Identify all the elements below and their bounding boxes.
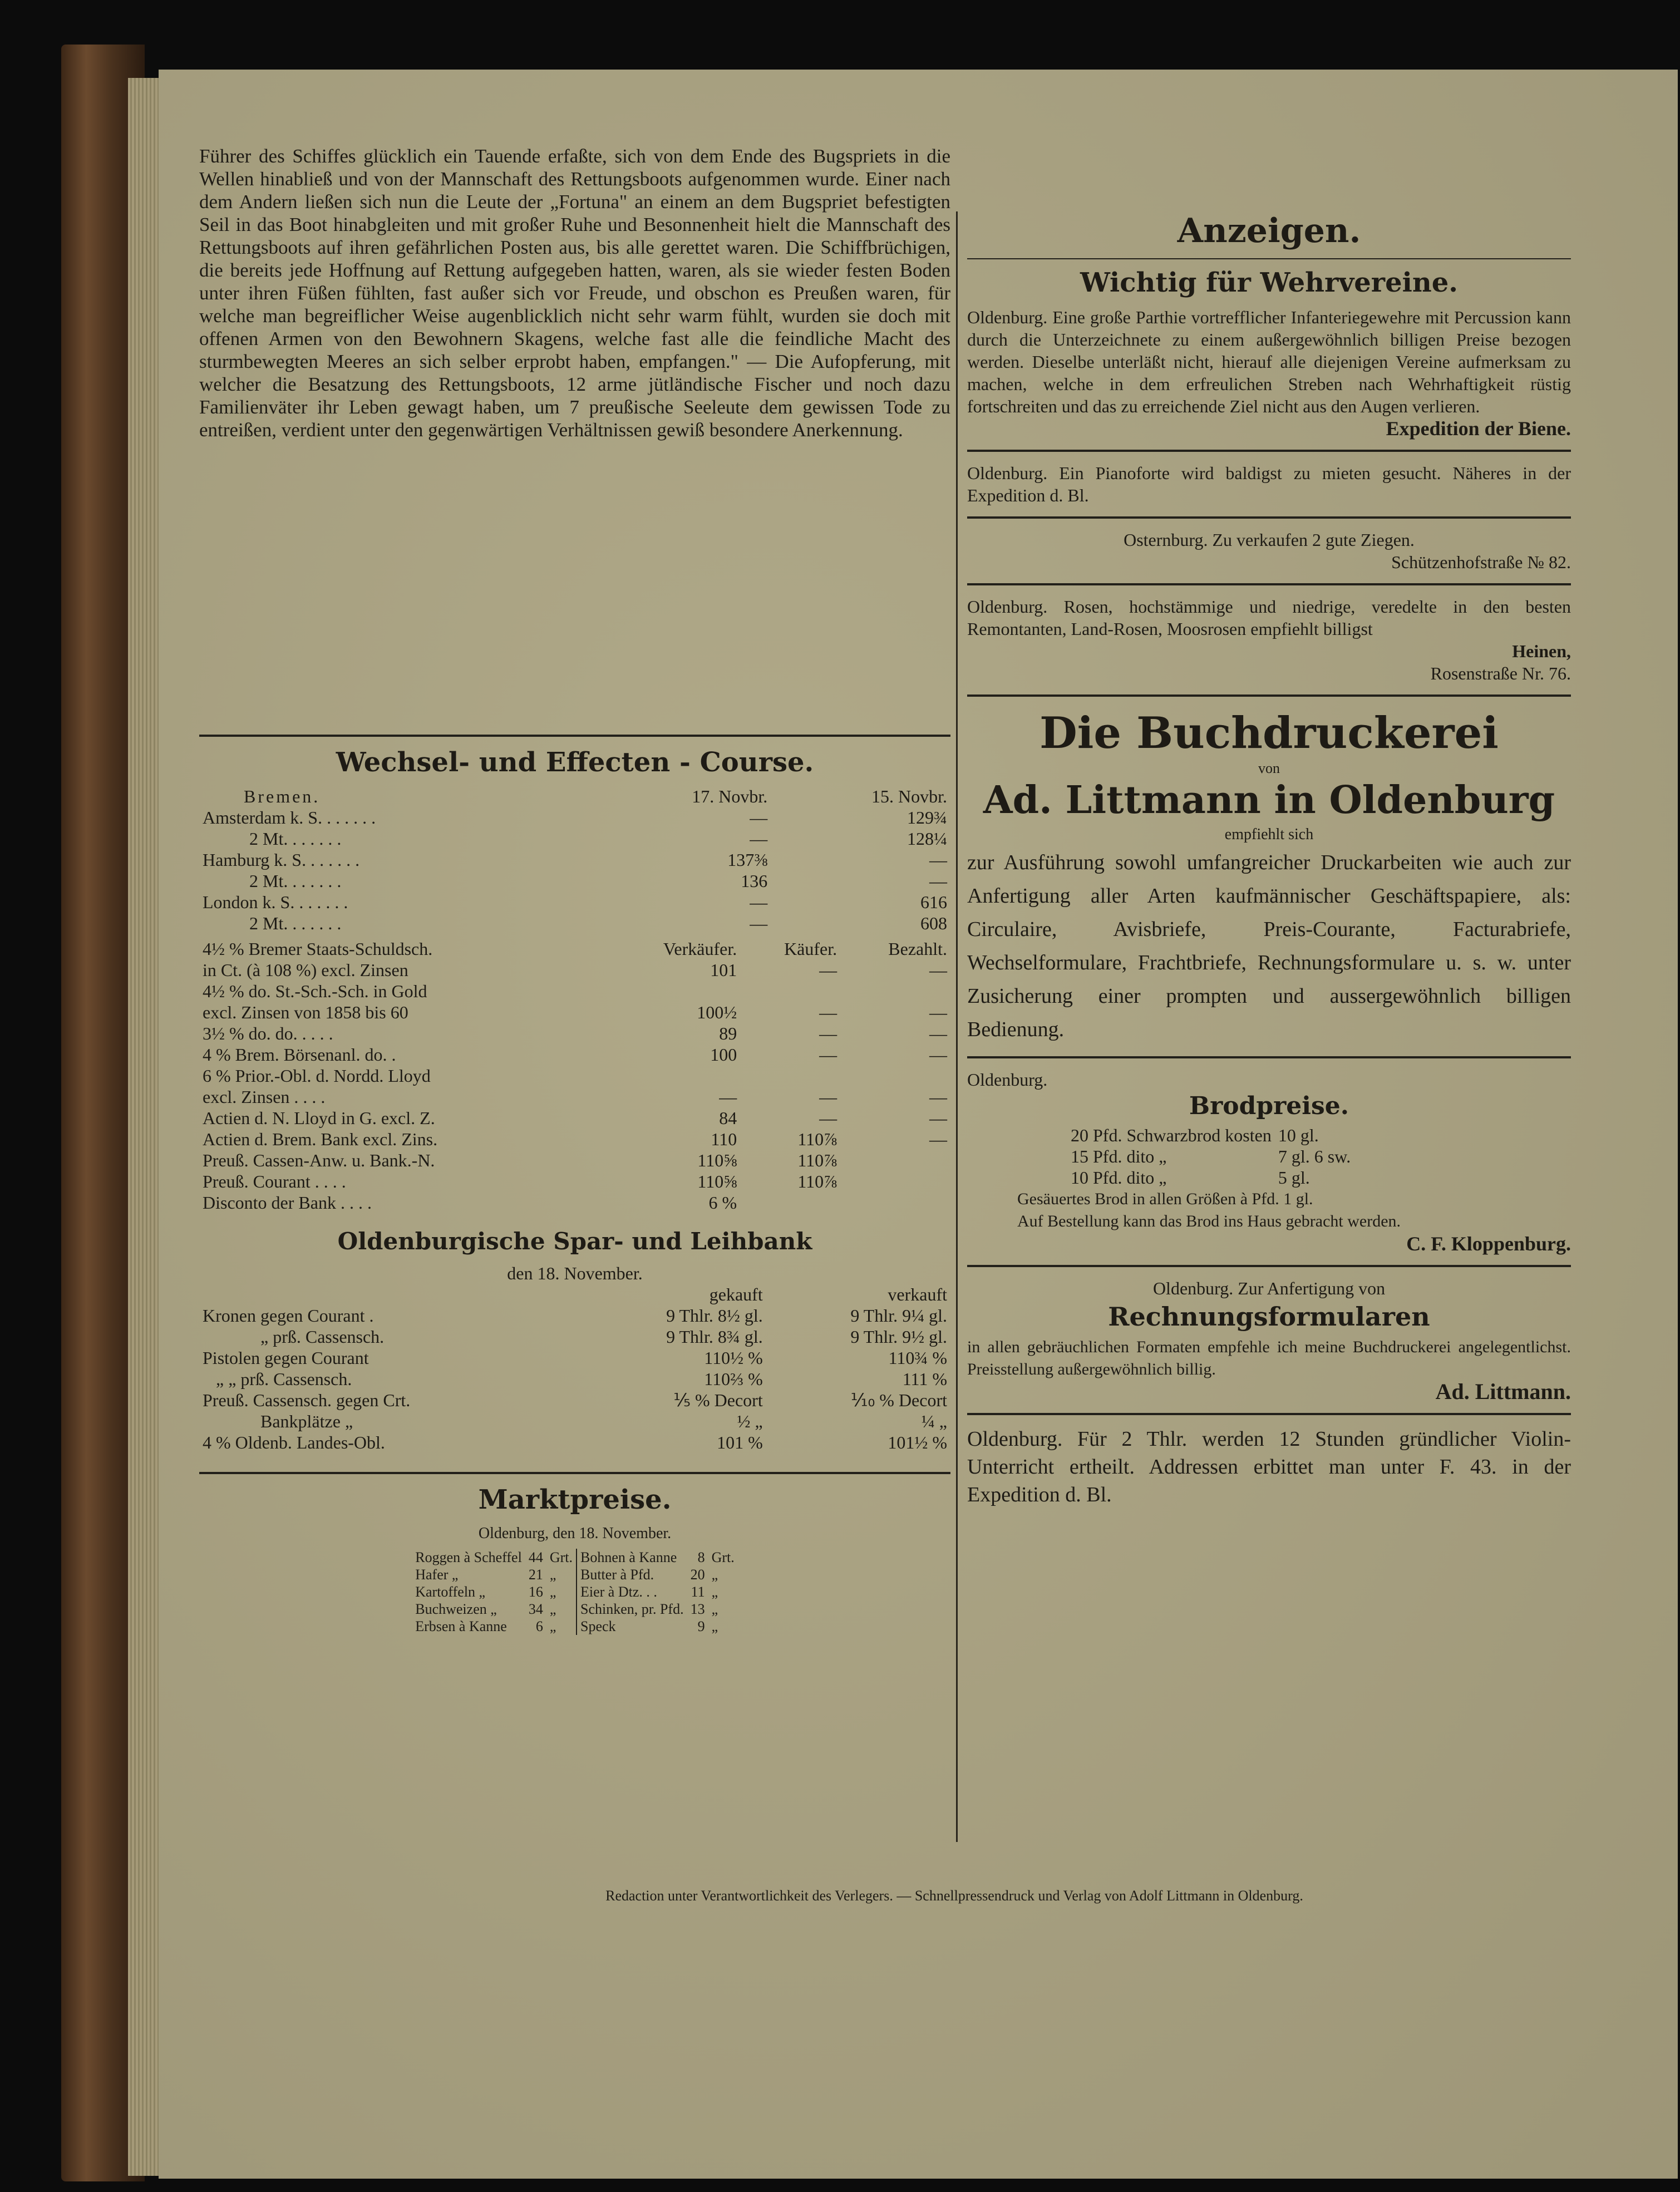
table-cell: „ [546, 1618, 577, 1635]
table-cell: 2 Mt. . . . . . . [249, 871, 342, 891]
securities-table [199, 938, 950, 1213]
table-cell: 110 [711, 1129, 737, 1149]
table-cell: — [929, 1129, 947, 1149]
ad5-sub: empfiehlt sich [1224, 826, 1314, 843]
right-column [967, 206, 1571, 1509]
table-cell: 21 [528, 1567, 543, 1583]
ad1-title: Wichtig für Wehrvereine. [1080, 267, 1458, 298]
table-cell: Hamburg k. S. . . . . . . [203, 850, 360, 870]
table-cell: 4½ % Bremer Staats-Schuldsch. [203, 939, 433, 959]
divider [199, 735, 950, 737]
table-cell: „ [711, 1567, 718, 1583]
table-cell: „ [546, 1600, 577, 1618]
ad4-sign2: Rosenstraße Nr. 76. [1430, 663, 1571, 683]
table-cell: 2 Mt. . . . . . . [249, 829, 342, 849]
table-cell: 4 % Oldenb. Landes-Obl. [203, 1432, 385, 1452]
table-cell: — [929, 1045, 947, 1065]
divider [199, 1472, 950, 1474]
table-cell: 20 [690, 1567, 705, 1583]
table-cell: ⅕ % Decort [673, 1390, 763, 1410]
table-cell: 110⅞ [797, 1129, 837, 1149]
table-row [199, 938, 950, 959]
table-cell: 15 Pfd. dito „ [1071, 1146, 1167, 1166]
table-cell [740, 981, 840, 1002]
table-cell: 2 Mt. . . . . . . [249, 913, 342, 933]
table-cell: — [929, 960, 947, 980]
table-cell: Käufer. [784, 939, 837, 959]
ad7-sign: Ad. Littmann. [1435, 1379, 1571, 1404]
table-row [199, 870, 950, 891]
table-cell: Bohnen à Kanne [580, 1549, 677, 1565]
ad3-text: Osternburg. Zu verkaufen 2 gute Ziegen. [1124, 530, 1415, 550]
table-cell: ½ „ [737, 1411, 763, 1431]
table-row [199, 1065, 950, 1086]
table-cell: „ „ prß. Cassensch. [216, 1369, 352, 1389]
table-cell: 6 [535, 1618, 543, 1634]
table-cell: Speck [580, 1618, 616, 1634]
table-cell: Bremen. [244, 786, 321, 806]
table-row [199, 1171, 950, 1192]
table-cell [740, 1192, 840, 1213]
table-cell [840, 1171, 950, 1192]
bread-table [1067, 1125, 1354, 1188]
table-cell: — [819, 1023, 837, 1043]
ad7-title: Rechnungsformularen [1108, 1302, 1430, 1332]
table-row [199, 1107, 950, 1129]
table-cell: — [750, 829, 768, 849]
table-cell: 11 [691, 1584, 705, 1600]
table-cell: 9 [697, 1618, 705, 1634]
table-cell: „ [546, 1583, 577, 1600]
table-cell: — [819, 1087, 837, 1107]
ad4-text: Oldenburg. Rosen, hochstämmige und niedrige, veredelte in den besten Remontanten, Land-Rosen, Moosrosen empfiehlt billigst [967, 597, 1571, 639]
market-table [412, 1549, 738, 1635]
table-cell: 110⅝ [697, 1150, 737, 1170]
table-cell: 101 % [717, 1432, 763, 1452]
table-cell [740, 1065, 840, 1086]
ad6-line2: Auf Bestellung kann das Brod ins Haus gebracht werden. [1017, 1212, 1401, 1230]
ad5-name: Ad. Littmann in Oldenburg [983, 778, 1555, 822]
ads-title: Anzeigen. [1177, 211, 1361, 250]
table-row [199, 1411, 950, 1432]
table-cell: Disconto der Bank . . . . [203, 1193, 372, 1213]
table-cell: „ [711, 1584, 718, 1600]
table-row [199, 1044, 950, 1065]
table-row [199, 1284, 950, 1305]
table-cell: „ prß. Cassensch. [260, 1327, 385, 1347]
table-row [199, 1368, 950, 1390]
table-cell: Pistolen gegen Courant [203, 1348, 369, 1368]
table-cell: Kronen gegen Courant . [203, 1306, 374, 1326]
ad6-place: Oldenburg. [967, 1070, 1048, 1090]
ad7-text: in allen gebräuchlichen Formaten empfehle ich meine Buchdruckerei angelegentlichst. Preisstellung außergewöhnlich billig. [967, 1338, 1571, 1378]
table-row [412, 1618, 738, 1635]
table-cell: Buchweizen „ [415, 1601, 497, 1617]
table-cell: 84 [719, 1108, 737, 1128]
table-cell: — [819, 1108, 837, 1128]
table-cell: 8 [697, 1549, 705, 1565]
ad4-sign1: Heinen, [1512, 641, 1571, 661]
ad6-sign: C. F. Kloppenburg. [1406, 1233, 1571, 1255]
divider [967, 450, 1571, 452]
ad8-text: Oldenburg. Für 2 Thlr. werden 12 Stunden gründlicher Violin-Unterricht ertheilt. Addressen erbittet man unter F. 43. in der Expedition d. Bl. [967, 1427, 1571, 1506]
table-cell: Eier à Dtz. . . [580, 1584, 657, 1600]
table-cell: 128¼ [907, 829, 947, 849]
ad7-intro: Oldenburg. Zur Anfertigung von [1152, 1278, 1386, 1298]
table-cell: Amsterdam k. S. . . . . . . [203, 807, 376, 827]
table-cell [840, 981, 950, 1002]
table-row [412, 1600, 738, 1618]
bank-table [199, 1284, 950, 1453]
left-column [199, 145, 950, 1635]
table-row [412, 1549, 738, 1566]
ad5-title: Die Buchdruckerei [1039, 708, 1499, 758]
divider [967, 258, 1571, 259]
table-cell: — [719, 1087, 737, 1107]
table-cell: excl. Zinsen . . . . [203, 1087, 326, 1107]
table-cell: gekauft [709, 1284, 763, 1304]
table-row [199, 959, 950, 981]
table-cell: verkauft [888, 1284, 947, 1304]
table-row [199, 1086, 950, 1107]
bank-date: den 18. November. [507, 1263, 643, 1283]
table-row [1067, 1146, 1354, 1167]
table-cell: — [819, 1002, 837, 1022]
table-cell: 89 [719, 1023, 737, 1043]
table-cell: 110⅝ [697, 1171, 737, 1191]
divider [967, 583, 1571, 585]
table-cell: — [929, 1002, 947, 1022]
exchange-title: Wechsel- und Effecten - Course. [336, 747, 814, 778]
table-cell: 5 gl. [1278, 1168, 1310, 1188]
table-row [199, 786, 950, 807]
table-cell: 6 % [708, 1193, 737, 1213]
table-cell [840, 1150, 950, 1171]
table-cell: 6 % Prior.-Obl. d. Nordd. Lloyd [203, 1066, 431, 1086]
imprint-footer: Redaction unter Verantwortlichkeit des Verlegers. — Schnellpressendruck und Verlag von Adolf Littmann in Oldenburg. [605, 1888, 1303, 1904]
table-cell: — [750, 807, 768, 827]
table-cell: — [929, 1023, 947, 1043]
table-cell: Erbsen à Kanne [415, 1618, 507, 1634]
table-cell: 10 Pfd. dito „ [1071, 1168, 1167, 1188]
table-cell: Preuß. Cassen-Anw. u. Bank.-N. [203, 1150, 435, 1170]
ad5-von: von [1258, 760, 1280, 776]
table-cell: excl. Zinsen von 1858 bis 60 [203, 1002, 408, 1022]
table-cell: 34 [528, 1601, 543, 1617]
table-cell: Actien d. Brem. Bank excl. Zins. [203, 1129, 438, 1149]
table-cell: 10 gl. [1278, 1125, 1319, 1145]
table-cell: — [929, 850, 947, 870]
table-cell: — [929, 1087, 947, 1107]
table-cell: Actien d. N. Lloyd in G. excl. Z. [203, 1108, 435, 1128]
table-cell: 100½ [697, 1002, 737, 1022]
table-row [1067, 1125, 1354, 1146]
table-cell: 15. Novbr. [871, 786, 947, 806]
table-cell: — [819, 1045, 837, 1065]
table-cell: Verkäufer. [663, 939, 737, 959]
table-cell: Kartoffeln „ [415, 1584, 486, 1600]
exchange-table [199, 786, 950, 934]
table-cell: Preuß. Cassensch. gegen Crt. [203, 1390, 411, 1410]
table-cell: — [750, 892, 768, 912]
market-date: Oldenburg, den 18. November. [478, 1525, 672, 1542]
table-cell [840, 1192, 950, 1213]
table-row [412, 1566, 738, 1583]
ad1-text: Oldenburg. Eine große Parthie vortrefflicher Infanteriegewehre mit Percussion kann durch die Unterzeichnete zu einem außergewöhnlich billigen Preise bezogen werden. Dieselbe unterläßt nicht, hierauf alle diejenigen Vereine aufmerksam zu machen, welche in dem erfreulichen Streben nach Wehrhaftigkeit rüstig fortschreiten und das zu erreichende Ziel nicht aus den Augen verlieren. [967, 307, 1571, 416]
table-cell: Grt. [546, 1549, 577, 1566]
table-cell: ¼ „ [921, 1411, 947, 1431]
article-text: Führer des Schiffes glücklich ein Tauende erfaßte, sich von dem Ende des Bugspriets in die Wellen hinabließ und von der Mannschaft des Rettungsboots aufgenommen wurde. Einer nach dem Andern ließen sich nun die Leute der „Fortuna" an einem an dem Bugspriet befestigten Seil in das Boot hinabgleiten und mit großer Ruhe und Besonnenheit hielt die Mannschaft des Rettungsboots auf ihren gefährlichen Posten aus, bis alle gerettet waren. Die Schiffbrüchigen, die bereits jede Hoffnung auf Rettung aufgegeben hatten, waren, als sie wieder festen Boden unter ihren Füßen fühlten, fast außer sich vor Freude, und obschon es Preußen waren, für welche man begreiflicher Weise augenblicklich nicht sehr warm fühlt, wurden sie doch mit offenen Armen von den Bewohnern Skagens, welche fast alle die feindliche Macht des sturmbewegten Meeres an sich selber erprobt haben, empfangen." — Die Aufopferung, mit welcher die Besatzung des Rettungsboots, 12 arme jütländische Fischer und noch dazu Familienväter ihr Leben gewagt haben, um 7 preußische Seeleute dem gewissen Tode zu entreißen, verdient unter den gegenwärtigen Verhältnissen gewiß besondere Anerkennung. [199, 145, 950, 441]
table-cell: — [750, 913, 768, 933]
table-cell: Bankplätze „ [260, 1411, 353, 1431]
table-cell: — [819, 960, 837, 980]
divider [967, 1413, 1571, 1415]
table-row [199, 1347, 950, 1368]
table-row [199, 1129, 950, 1150]
table-cell: — [929, 1108, 947, 1128]
table-cell: 129¾ [907, 807, 947, 827]
table-cell: Roggen à Scheffel [415, 1549, 522, 1565]
table-row [199, 1150, 950, 1171]
table-row [199, 1432, 950, 1453]
table-row [1067, 1167, 1354, 1188]
table-cell: 9 Thlr. 8½ gl. [666, 1306, 763, 1326]
table-cell: 110½ % [704, 1348, 763, 1368]
table-row [199, 1305, 950, 1326]
ad2-text: Oldenburg. Ein Pianoforte wird baldigst zu mieten gesucht. Näheres in der Expedition d. Bl. [967, 463, 1571, 505]
ad1-sign: Expedition der Biene. [1386, 417, 1571, 440]
table-cell: 20 Pfd. Schwarzbrod kosten [1071, 1125, 1272, 1145]
table-cell [199, 1284, 582, 1305]
table-cell [605, 981, 741, 1002]
table-cell: in Ct. (à 108 %) excl. Zinsen [203, 960, 408, 980]
table-row [199, 828, 950, 849]
table-cell [840, 1065, 950, 1086]
table-cell: „ [711, 1601, 718, 1617]
table-cell: Hafer „ [415, 1567, 459, 1583]
ad5-text: zur Ausführung sowohl umfangreicher Druckarbeiten wie auch zur Anfertigung aller Arten kaufmännischer Geschäftspapiere, als: Circulaire, Avisbriefe, Preis-Courante, Facturabriefe, Wechselformulare, Frachtbriefe, Rechnungsformulare u. s. w. unter Zusicherung einer prompten und aussergewöhnlich billigen Bedienung. [967, 851, 1571, 1041]
table-cell: 110⅞ [797, 1171, 837, 1191]
table-cell: 136 [741, 871, 768, 891]
table-cell: 4½ % do. St.-Sch.-Sch. in Gold [203, 981, 427, 1001]
table-row [199, 891, 950, 913]
table-cell: Schinken, pr. Pfd. [580, 1601, 684, 1617]
table-cell: Grt. [711, 1549, 735, 1565]
ad3-sign: Schützenhofstraße № 82. [1391, 552, 1571, 572]
column-divider [956, 211, 958, 1842]
table-row [199, 913, 950, 934]
table-cell: Butter à Pfd. [580, 1567, 654, 1583]
table-row [199, 1390, 950, 1411]
table-cell: 101½ % [888, 1432, 947, 1452]
table-cell: London k. S. . . . . . . [203, 892, 348, 912]
table-row [199, 1326, 950, 1347]
table-cell: 608 [920, 913, 947, 933]
table-cell: 16 [528, 1584, 543, 1600]
table-cell: 9 Thlr. 8¾ gl. [666, 1327, 763, 1347]
divider [967, 694, 1571, 697]
table-cell: 44 [528, 1549, 543, 1565]
table-cell: ⅒ % Decort [850, 1390, 947, 1410]
table-row [199, 1002, 950, 1023]
table-cell: 616 [920, 892, 947, 912]
table-cell: 3½ % do. do. . . . . [203, 1023, 333, 1043]
table-cell: Preuß. Courant . . . . [203, 1171, 346, 1191]
table-cell: 17. Novbr. [692, 786, 768, 806]
table-cell: 110⅔ % [704, 1369, 763, 1389]
divider [967, 1265, 1571, 1267]
table-cell: — [929, 871, 947, 891]
table-cell: 110⅞ [797, 1150, 837, 1170]
table-cell: 110¾ % [888, 1348, 947, 1368]
table-cell: 4 % Brem. Börsenanl. do. . [203, 1045, 396, 1065]
table-cell: 137⅜ [727, 850, 768, 870]
table-cell: 111 % [902, 1369, 947, 1389]
table-row [199, 981, 950, 1002]
table-cell: 101 [710, 960, 737, 980]
table-cell: 9 Thlr. 9¼ gl. [850, 1306, 947, 1326]
table-row [412, 1583, 738, 1600]
table-cell: 9 Thlr. 9½ gl. [850, 1327, 947, 1347]
table-cell: 7 gl. 6 sw. [1278, 1146, 1351, 1166]
table-cell: 100 [710, 1045, 737, 1065]
table-cell: „ [546, 1566, 577, 1583]
divider [967, 1056, 1571, 1058]
table-cell: „ [711, 1618, 718, 1634]
ad6-title: Brodpreise. [1189, 1092, 1349, 1120]
divider [967, 516, 1571, 519]
market-title: Marktpreise. [478, 1484, 672, 1515]
table-row [199, 1023, 950, 1044]
table-row [199, 1192, 950, 1213]
table-cell [605, 1065, 741, 1086]
ad6-line1: Gesäuertes Brod in allen Größen à Pfd. 1 gl. [1017, 1190, 1313, 1208]
table-cell: Bezahlt. [888, 939, 947, 959]
table-row [199, 807, 950, 828]
table-cell: 13 [690, 1601, 705, 1617]
table-row [199, 849, 950, 870]
bank-title: Oldenburgische Spar- und Leihbank [337, 1228, 812, 1255]
